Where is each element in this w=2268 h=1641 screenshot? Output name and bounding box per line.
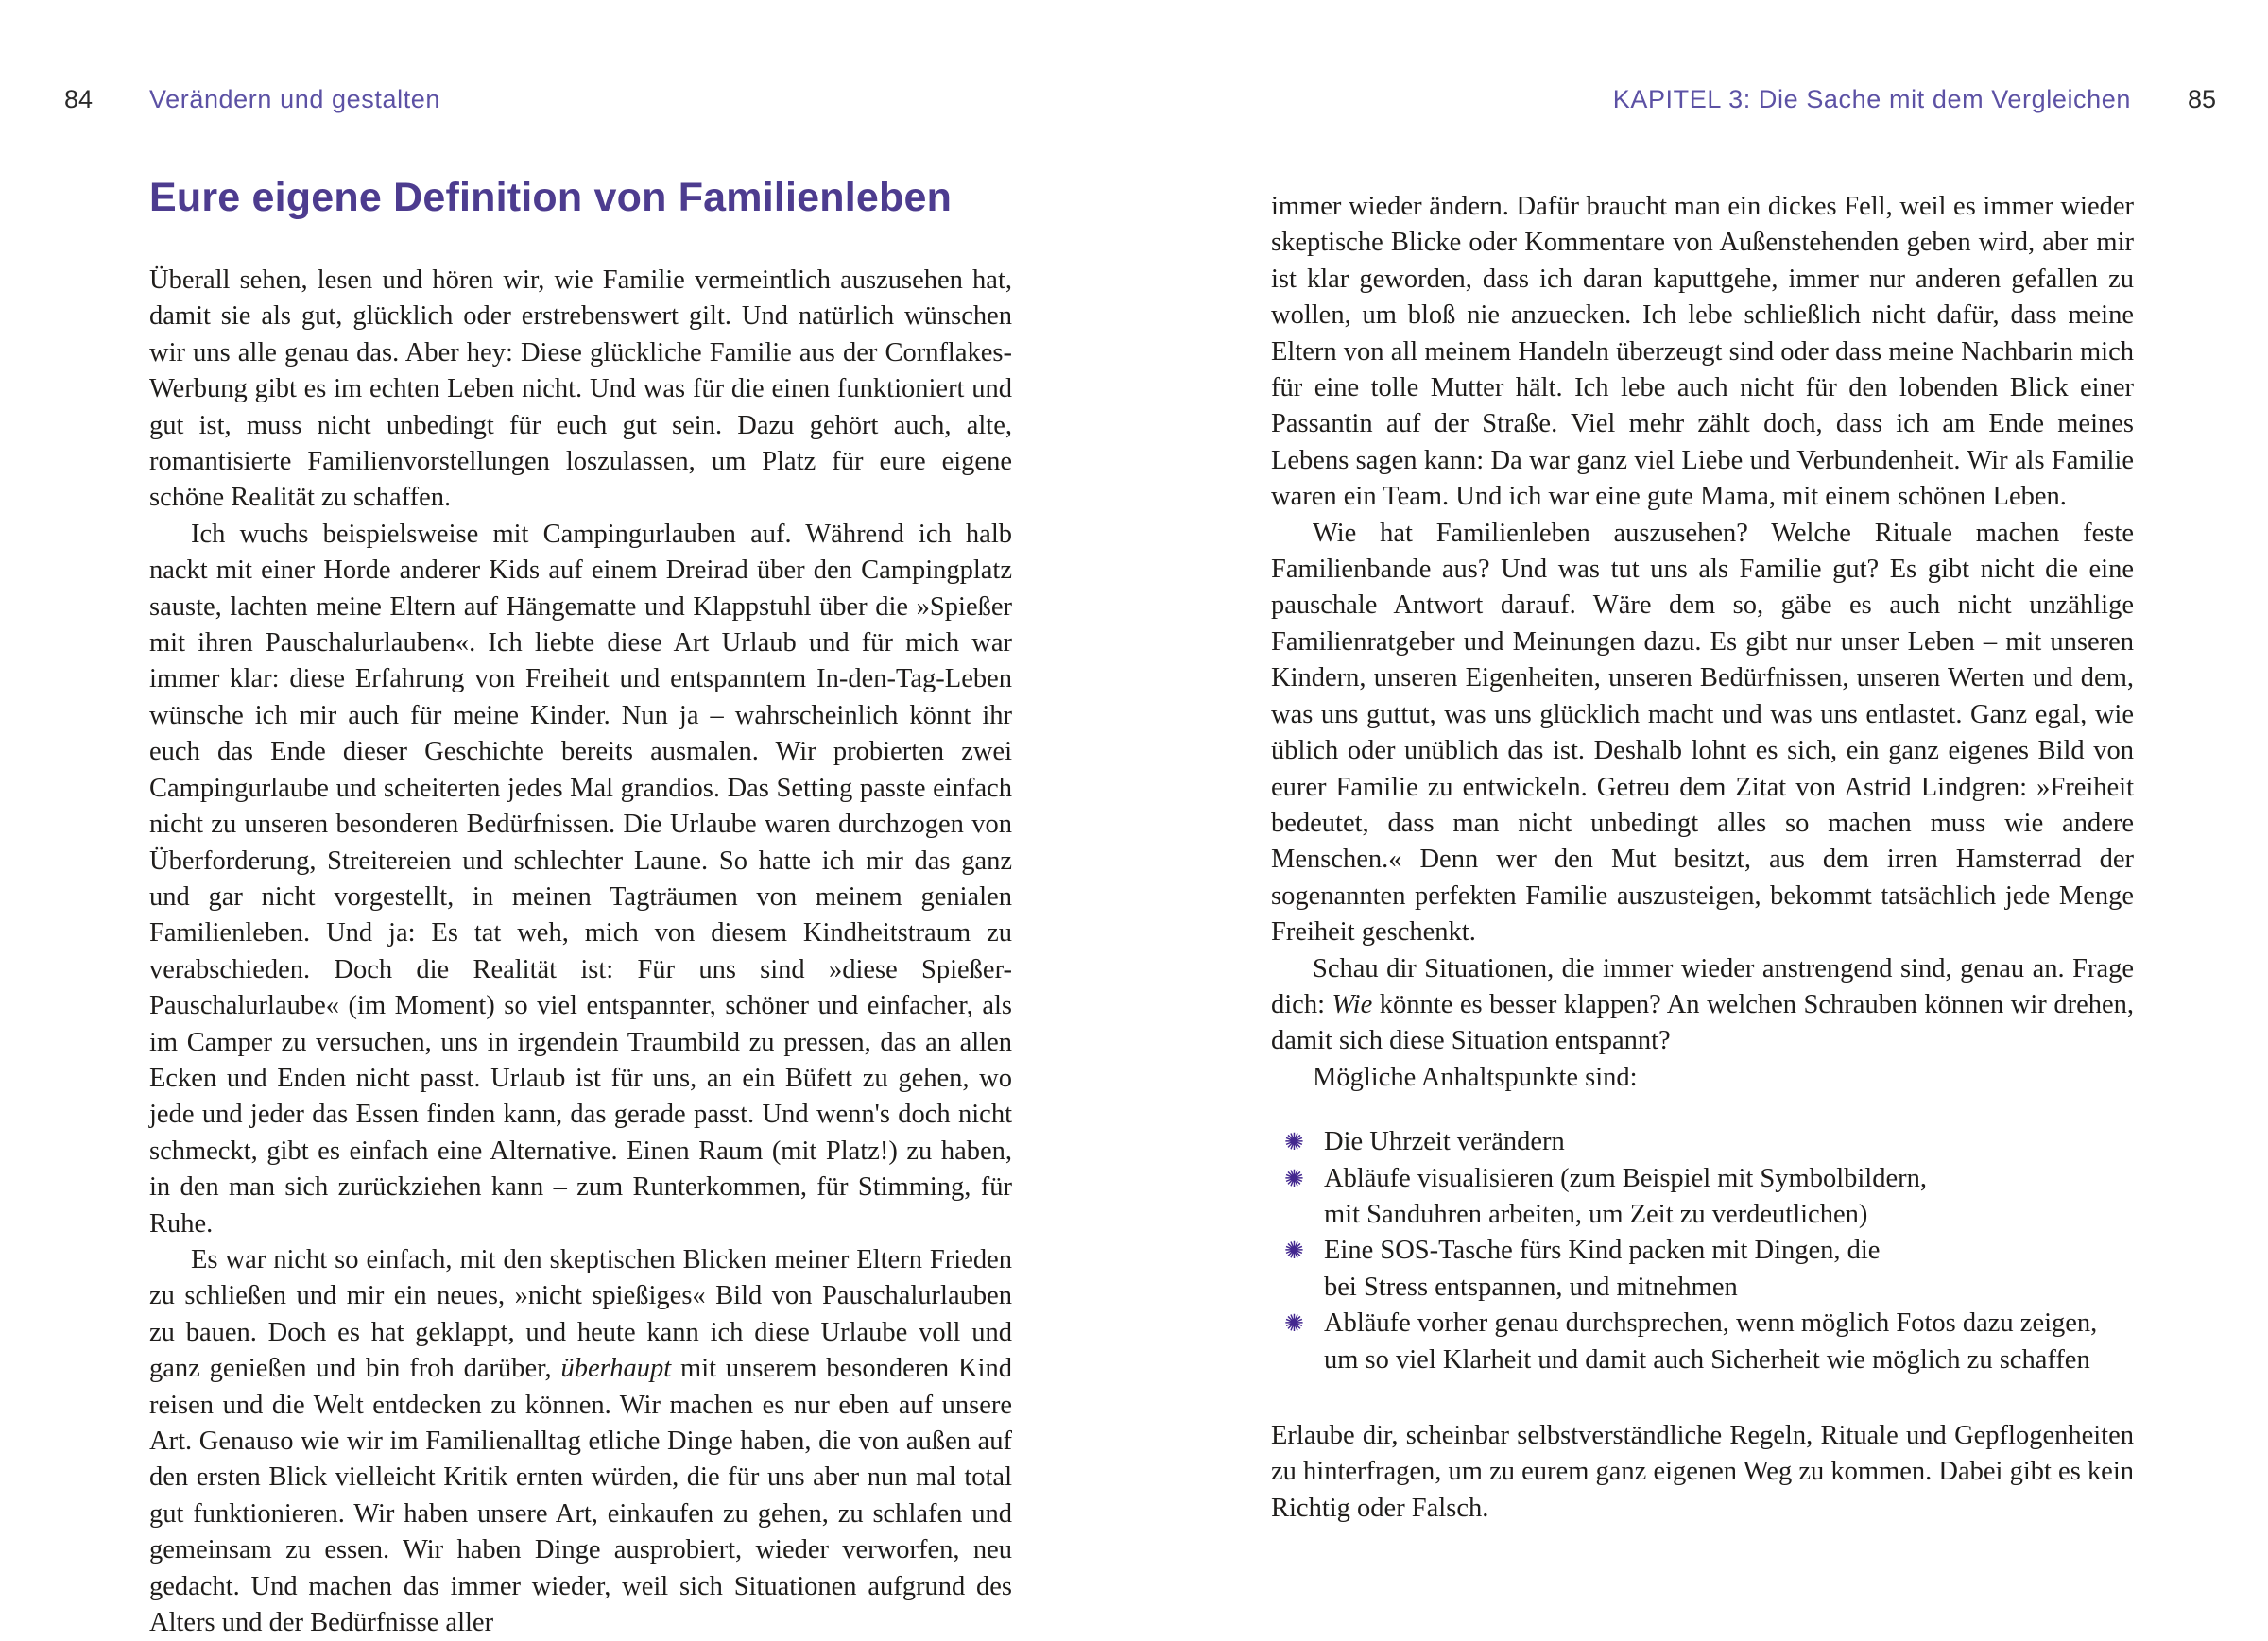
left-page-content <box>149 0 1012 1641</box>
right-page-content <box>1271 189 2134 1527</box>
italic-text: Wie <box>1332 989 1373 1019</box>
page-number: 84 <box>64 85 94 113</box>
page-number: 85 <box>2187 85 2216 113</box>
star-bullet-icon: ✺ <box>1284 1237 1304 1265</box>
bullet-item <box>1284 1124 2134 1160</box>
right-paragraph <box>1271 516 2134 951</box>
bullet-text <box>1324 1124 1565 1160</box>
body-text: Überall sehen, lesen und hören wir, wie Familie vermeintlich auszusehen hat, damit sie als gut, glücklich oder erstrebenswert gilt. Und natürlich wünschen wir uns alle genau das. Aber hey: Diese glückliche Familie aus der Cornflakes-Werbung gibt es im echten Leben nicht. Und was für die einen funktioniert und gut ist, muss nicht unbedingt für euch gut sein. Dazu gehört auch, alte, romantisierte Familienvorstellungen loszulassen, um Platz für eure eigene schöne Realität zu schaffen. <box>149 265 1012 513</box>
bullet-text <box>1324 1161 1927 1234</box>
page-right-85 <box>1134 0 2268 1609</box>
left-paragraph <box>149 1242 1012 1641</box>
bullet-line: Abläufe visualisieren (zum Beispiel mit Symbolbildern, <box>1324 1163 1927 1193</box>
bullet-list <box>1284 1124 2134 1378</box>
body-text: Ich wuchs beispielsweise mit Campingurlauben auf. Während ich halb nackt mit einer Horde anderer Kids auf einem Dreirad über den Campingplatz sauste, lachten meine Eltern auf Hängematte und Klappstuhl über die »Spießer mit ihren Pauschalurlauben«. Ich liebte diese Art Urlaub und für mich war immer klar: diese Erfahrung von Freiheit und entspanntem In-den-Tag-Leben wünsche ich mir auch für meine Kinder. Nun ja – wahrscheinlich könnt ihr euch das Ende dieser Geschichte bereits ausmalen. Wir probierten zwei Campingurlaube und scheiterten jedes Mal grandios. Das Setting passte einfach nicht zu unseren besonderen Bedürfnissen. Die Urlaube waren durchzogen von Überforderung, Streitereien und schlechter Laune. So hatte ich mir das ganz und gar nicht vorgestellt, in meinen Tagträumen von meinem genialen Familienleben. Und ja: Es tat weh, mich von diesem Kindheitstraum zu verabschieden. Doch die Realität ist: Für uns sind »diese Spießer-Pauschalurlaube« (im Moment) so viel entspannter, schöner und einfacher, als im Camper zu versuchen, uns in irgendein Traumbild zu pressen, das an allen Ecken und Enden nicht passt. Urlaub ist für uns, an ein Büfett zu gehen, wo jede und jeder das Essen finden kann, das gerade passt. Und wenn's doch nicht schmeckt, gibt es einfach eine Alternative. Einen Raum (mit Platz!) zu haben, in den man sich zurückziehen kann – zum Runterkommen, für Stimming, für Ruhe. <box>149 519 1012 1239</box>
bullet-line: mit Sanduhren arbeiten, um Zeit zu verdeutlichen) <box>1324 1199 1868 1229</box>
bullet-line: Eine SOS-Tasche fürs Kind packen mit Dingen, die <box>1324 1236 1881 1266</box>
bullet-text <box>1324 1306 2097 1378</box>
bullet-text <box>1324 1233 1880 1306</box>
italic-text: überhaupt <box>560 1354 672 1384</box>
star-bullet-icon: ✺ <box>1284 1164 1304 1192</box>
body-text: Mögliche Anhaltspunkte sind: <box>1313 1062 1638 1092</box>
body-text: mit unserem besonderen Kind reisen und die Welt entdecken zu können. Wir machen es nur eben auf unsere Art. Genauso wie wir im Familienalltag etliche Dinge haben, die von außen auf den ersten Blick vielleicht Kritik ernten würden, die für uns aber nun mal total gut funktionieren. Wir haben unsere Art, einkaufen zu gehen, zu schlafen und gemeinsam zu essen. Wir haben Dinge ausprobiert, wieder verworfen, neu gedacht. Und machen das immer wieder, weil sich Situationen aufgrund des Alters und der Bedürfnisse aller <box>149 1354 1012 1638</box>
left-paragraph <box>149 517 1012 1242</box>
body-text: immer wieder ändern. Dafür braucht man ein dickes Fell, weil es immer wieder skeptische Blicke oder Kommentare von Außenstehenden geben wird, aber mir ist klar geworden, dass ich daran kaputtgehe, immer nur anderen gefallen zu wollen, um bloß nie anzuecken. Ich lebe schließlich nicht dafür, dass meine Eltern von all meinem Handeln überzeugt sind oder dass meine Nachbarin mich für eine tolle Mutter hält. Ich lebe auch nicht für den lobenden Blick einer Passantin auf der Straße. Viel mehr zählt doch, dass ich am Ende meines Lebens sagen kann: Da war ganz viel Liebe und Verbundenheit. Wir als Familie waren ein Team. Und ich war eine gute Mama, mit einem schönen Leben. <box>1271 192 2134 512</box>
bullet-line: um so viel Klarheit und damit auch Sicherheit wie möglich zu schaffen <box>1324 1344 2090 1375</box>
bullet-item <box>1284 1161 2134 1234</box>
right-page-body <box>1271 189 2134 1096</box>
closing-paragraph: Erlaube dir, scheinbar selbstverständliche Regeln, Rituale und Gepflogenheiten zu hinterfragen, um zu eurem ganz eigenen Weg zu kommen. Dabei gibt es kein Richtig oder Falsch. <box>1271 1421 2134 1523</box>
bullet-item <box>1284 1306 2134 1378</box>
bullet-line: Abläufe vorher genau durchsprechen, wenn möglich Fotos dazu zeigen, <box>1324 1308 2098 1339</box>
running-header: KAPITEL 3: Die Sache mit dem Vergleichen <box>1612 85 2131 113</box>
right-paragraph <box>1271 951 2134 1060</box>
body-text: könnte es besser klappen? An welchen Schrauben können wir drehen, damit sich diese Situation entspannt? <box>1271 989 2134 1056</box>
star-bullet-icon: ✺ <box>1284 1309 1304 1338</box>
bullet-line: bei Stress entspannen, und mitnehmen <box>1324 1272 1738 1302</box>
star-bullet-icon: ✺ <box>1284 1128 1304 1156</box>
section-heading: Eure eigene Definition von Familienleben <box>149 175 953 220</box>
body-text: Es war nicht so einfach, mit den skeptischen Blicken meiner Eltern Frieden zu schließen und mir ein neues, »nicht spießiges« Bild von Pauschalurlauben zu bauen. Doch es hat geklappt, und heute kann ich diese Urlaube voll und ganz genießen und bin froh darüber, <box>149 1244 1012 1384</box>
body-text: Schau dir Situationen, die immer wieder anstrengend sind, genau an. Frage dich: <box>1271 953 2134 1019</box>
right-paragraph <box>1271 189 2134 516</box>
left-paragraph <box>149 263 1012 517</box>
right-paragraph <box>1271 1060 2134 1096</box>
left-page-body <box>149 263 1012 1641</box>
page-left-84 <box>0 0 1134 1638</box>
bullet-line: Die Uhrzeit verändern <box>1324 1127 1565 1157</box>
body-text: Wie hat Familienleben auszusehen? Welche Rituale machen feste Familienbande aus? Und was tut uns als Familie gut? Es gibt nicht die eine pauschale Antwort darauf. Wäre dem so, gäbe es auch nicht unzählige Familienratgeber und Meinungen dazu. Es gibt nur unser Leben – mit unseren Kindern, unseren Eigenheiten, unseren Bedürfnissen, unseren Werten und dem, was uns guttut, was uns glücklich macht und was uns entlastet. Ganz egal, wie üblich oder unüblich das ist. Deshalb lohnt es sich, ein ganz eigenes Bild von eurer Familie zu entwickeln. Getreu dem Zitat von Astrid Lindgren: »Freiheit bedeutet, dass man nicht unbedingt alles so machen muss wie andere Menschen.« Denn wer den Mut besitzt, aus dem irren Hamsterrad der sogenannten perfekten Familie auszusteigen, bekommt tatsächlich jede Menge Freiheit geschenkt. <box>1271 518 2134 948</box>
running-header: Verändern und gestalten <box>149 85 441 113</box>
bullet-item <box>1284 1233 2134 1306</box>
